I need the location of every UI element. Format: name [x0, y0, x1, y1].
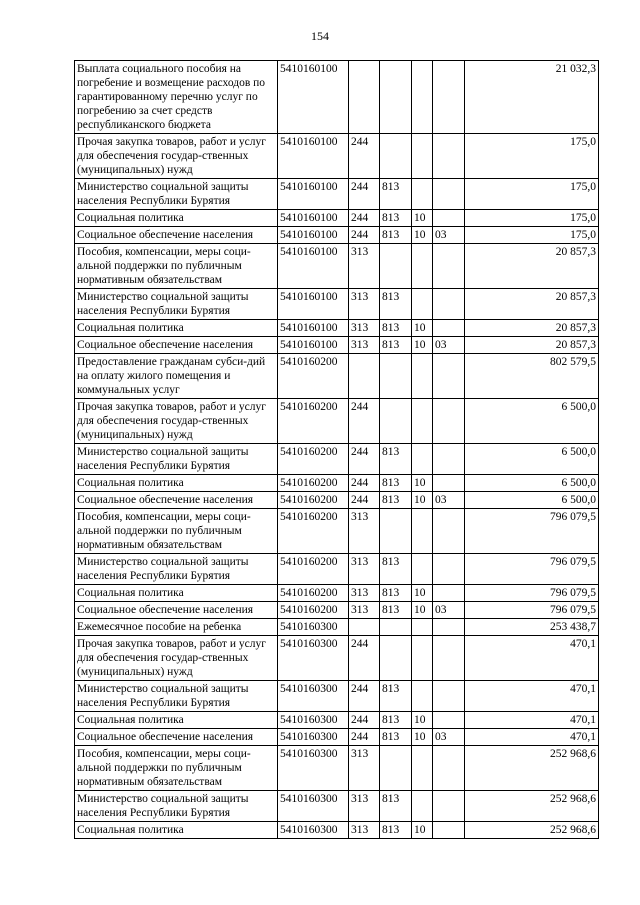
cell-code: 5410160200 [278, 509, 349, 554]
cell-code: 5410160100 [278, 210, 349, 227]
cell-section [412, 134, 433, 179]
cell-section [412, 746, 433, 791]
table-row [75, 244, 599, 289]
table-row [75, 399, 599, 444]
cell-admin-code: 813 [380, 227, 412, 244]
cell-code: 5410160300 [278, 729, 349, 746]
cell-section [412, 681, 433, 712]
cell-name: Прочая закупка товаров, работ и услуг для обеспечения государ-ственных (муниципальных) нужд [75, 636, 278, 681]
cell-expense-type [349, 61, 380, 134]
cell-admin-code [380, 509, 412, 554]
cell-code: 5410160100 [278, 337, 349, 354]
cell-code: 5410160100 [278, 244, 349, 289]
cell-amount: 175,0 [465, 210, 599, 227]
cell-admin-code: 813 [380, 444, 412, 475]
cell-subsection: 03 [433, 492, 465, 509]
cell-name: Социальная политика [75, 475, 278, 492]
cell-amount: 470,1 [465, 636, 599, 681]
cell-subsection [433, 210, 465, 227]
cell-admin-code: 813 [380, 712, 412, 729]
table-row [75, 712, 599, 729]
cell-amount: 253 438,7 [465, 619, 599, 636]
cell-expense-type: 313 [349, 320, 380, 337]
cell-expense-type: 313 [349, 602, 380, 619]
cell-subsection [433, 444, 465, 475]
cell-name: Социальная политика [75, 822, 278, 839]
cell-subsection [433, 320, 465, 337]
cell-section [412, 509, 433, 554]
table-row [75, 354, 599, 399]
table-row [75, 134, 599, 179]
cell-subsection [433, 179, 465, 210]
cell-admin-code [380, 746, 412, 791]
table-row [75, 492, 599, 509]
table-row [75, 729, 599, 746]
cell-section [412, 619, 433, 636]
cell-admin-code: 813 [380, 475, 412, 492]
table-row [75, 337, 599, 354]
cell-expense-type: 313 [349, 554, 380, 585]
cell-code: 5410160200 [278, 354, 349, 399]
table-row [75, 475, 599, 492]
cell-subsection: 03 [433, 337, 465, 354]
cell-subsection: 03 [433, 729, 465, 746]
cell-amount: 21 032,3 [465, 61, 599, 134]
cell-section [412, 554, 433, 585]
cell-amount: 6 500,0 [465, 475, 599, 492]
cell-code: 5410160300 [278, 746, 349, 791]
cell-admin-code: 813 [380, 681, 412, 712]
cell-amount: 252 968,6 [465, 791, 599, 822]
cell-section [412, 791, 433, 822]
cell-subsection [433, 509, 465, 554]
cell-name: Прочая закупка товаров, работ и услуг для обеспечения государ-ственных (муниципальных) нужд [75, 399, 278, 444]
cell-amount: 20 857,3 [465, 320, 599, 337]
cell-code: 5410160300 [278, 822, 349, 839]
cell-section: 10 [412, 585, 433, 602]
cell-section: 10 [412, 210, 433, 227]
cell-subsection [433, 822, 465, 839]
cell-section: 10 [412, 492, 433, 509]
table-row [75, 602, 599, 619]
cell-expense-type: 313 [349, 509, 380, 554]
cell-code: 5410160300 [278, 712, 349, 729]
cell-code: 5410160300 [278, 619, 349, 636]
cell-subsection [433, 244, 465, 289]
cell-name: Предоставление гражданам субси-дий на оплату жилого помещения и коммунальных услуг [75, 354, 278, 399]
cell-code: 5410160100 [278, 134, 349, 179]
cell-admin-code: 813 [380, 289, 412, 320]
cell-amount: 6 500,0 [465, 492, 599, 509]
cell-name: Пособия, компенсации, меры соци-альной поддержки по публичным нормативным обязательствам [75, 746, 278, 791]
cell-subsection [433, 712, 465, 729]
table-row [75, 61, 599, 134]
cell-admin-code: 813 [380, 554, 412, 585]
cell-code: 5410160300 [278, 636, 349, 681]
cell-name: Социальная политика [75, 210, 278, 227]
cell-amount: 252 968,6 [465, 822, 599, 839]
cell-expense-type: 313 [349, 337, 380, 354]
cell-subsection [433, 475, 465, 492]
cell-subsection [433, 636, 465, 681]
cell-name: Социальное обеспечение населения [75, 337, 278, 354]
cell-admin-code: 813 [380, 822, 412, 839]
cell-name: Социальное обеспечение населения [75, 729, 278, 746]
cell-code: 5410160300 [278, 681, 349, 712]
cell-name: Социальная политика [75, 320, 278, 337]
cell-expense-type: 244 [349, 636, 380, 681]
cell-expense-type: 244 [349, 681, 380, 712]
cell-admin-code [380, 619, 412, 636]
cell-name: Социальное обеспечение населения [75, 602, 278, 619]
cell-subsection: 03 [433, 227, 465, 244]
cell-expense-type: 313 [349, 289, 380, 320]
cell-admin-code: 813 [380, 337, 412, 354]
cell-subsection [433, 61, 465, 134]
cell-expense-type: 244 [349, 210, 380, 227]
cell-amount: 175,0 [465, 227, 599, 244]
cell-code: 5410160200 [278, 399, 349, 444]
cell-amount: 470,1 [465, 712, 599, 729]
table-row [75, 822, 599, 839]
cell-expense-type [349, 619, 380, 636]
cell-section [412, 444, 433, 475]
cell-section: 10 [412, 227, 433, 244]
cell-name: Министерство социальной защиты населения Республики Бурятия [75, 444, 278, 475]
cell-subsection [433, 399, 465, 444]
table-row [75, 746, 599, 791]
cell-amount: 470,1 [465, 681, 599, 712]
cell-amount: 20 857,3 [465, 244, 599, 289]
cell-amount: 175,0 [465, 134, 599, 179]
cell-expense-type: 244 [349, 179, 380, 210]
table-row [75, 444, 599, 475]
cell-section [412, 289, 433, 320]
cell-admin-code: 813 [380, 791, 412, 822]
cell-amount: 20 857,3 [465, 289, 599, 320]
table-row [75, 509, 599, 554]
cell-section: 10 [412, 822, 433, 839]
cell-amount: 796 079,5 [465, 509, 599, 554]
cell-name: Социальное обеспечение населения [75, 227, 278, 244]
cell-section: 10 [412, 729, 433, 746]
cell-subsection [433, 619, 465, 636]
cell-amount: 6 500,0 [465, 399, 599, 444]
cell-code: 5410160100 [278, 61, 349, 134]
table-row [75, 320, 599, 337]
cell-expense-type: 244 [349, 399, 380, 444]
cell-subsection: 03 [433, 602, 465, 619]
cell-expense-type: 244 [349, 729, 380, 746]
cell-code: 5410160200 [278, 492, 349, 509]
cell-admin-code [380, 61, 412, 134]
cell-admin-code: 813 [380, 179, 412, 210]
cell-section [412, 636, 433, 681]
cell-amount: 796 079,5 [465, 554, 599, 585]
table-row [75, 289, 599, 320]
cell-amount: 796 079,5 [465, 585, 599, 602]
cell-code: 5410160300 [278, 791, 349, 822]
cell-expense-type: 313 [349, 244, 380, 289]
table-row [75, 681, 599, 712]
cell-section: 10 [412, 320, 433, 337]
cell-code: 5410160100 [278, 320, 349, 337]
cell-code: 5410160100 [278, 289, 349, 320]
table-row [75, 585, 599, 602]
cell-expense-type: 313 [349, 791, 380, 822]
cell-code: 5410160200 [278, 444, 349, 475]
cell-admin-code: 813 [380, 492, 412, 509]
cell-section [412, 354, 433, 399]
cell-name: Министерство социальной защиты населения Республики Бурятия [75, 179, 278, 210]
cell-expense-type: 244 [349, 712, 380, 729]
cell-expense-type [349, 354, 380, 399]
cell-code: 5410160200 [278, 602, 349, 619]
cell-name: Министерство социальной защиты населения Республики Бурятия [75, 554, 278, 585]
table-row [75, 791, 599, 822]
cell-admin-code [380, 244, 412, 289]
cell-expense-type: 313 [349, 822, 380, 839]
cell-code: 5410160200 [278, 554, 349, 585]
cell-section: 10 [412, 712, 433, 729]
cell-name: Пособия, компенсации, меры соци-альной поддержки по публичным нормативным обязательствам [75, 509, 278, 554]
cell-code: 5410160200 [278, 475, 349, 492]
cell-expense-type: 244 [349, 134, 380, 179]
cell-subsection [433, 289, 465, 320]
cell-amount: 175,0 [465, 179, 599, 210]
cell-amount: 802 579,5 [465, 354, 599, 399]
cell-subsection [433, 134, 465, 179]
cell-name: Пособия, компенсации, меры соци-альной поддержки по публичным нормативным обязательствам [75, 244, 278, 289]
cell-subsection [433, 554, 465, 585]
cell-amount: 252 968,6 [465, 746, 599, 791]
cell-name: Выплата социального пособия на погребение и возмещение расходов по гарантированному перечню услуг по погребению за счет средств республиканского бюджета [75, 61, 278, 134]
cell-section [412, 179, 433, 210]
table-row [75, 554, 599, 585]
cell-section: 10 [412, 337, 433, 354]
cell-subsection [433, 791, 465, 822]
cell-expense-type: 244 [349, 227, 380, 244]
cell-name: Министерство социальной защиты населения Республики Бурятия [75, 681, 278, 712]
cell-admin-code: 813 [380, 729, 412, 746]
table-row [75, 636, 599, 681]
budget-table [74, 60, 599, 839]
table-row [75, 179, 599, 210]
cell-code: 5410160100 [278, 227, 349, 244]
cell-name: Министерство социальной защиты населения Республики Бурятия [75, 289, 278, 320]
cell-amount: 470,1 [465, 729, 599, 746]
cell-name: Министерство социальной защиты населения Республики Бурятия [75, 791, 278, 822]
cell-section: 10 [412, 602, 433, 619]
cell-section: 10 [412, 475, 433, 492]
cell-subsection [433, 585, 465, 602]
cell-subsection [433, 354, 465, 399]
cell-expense-type: 244 [349, 444, 380, 475]
cell-admin-code: 813 [380, 585, 412, 602]
cell-amount: 6 500,0 [465, 444, 599, 475]
cell-admin-code [380, 399, 412, 444]
page-number: 154 [311, 29, 329, 43]
cell-section [412, 244, 433, 289]
cell-section [412, 399, 433, 444]
cell-subsection [433, 681, 465, 712]
cell-admin-code: 813 [380, 320, 412, 337]
cell-expense-type: 313 [349, 585, 380, 602]
table-row [75, 210, 599, 227]
cell-subsection [433, 746, 465, 791]
cell-expense-type: 313 [349, 746, 380, 791]
table-row [75, 619, 599, 636]
cell-admin-code: 813 [380, 602, 412, 619]
cell-name: Социальная политика [75, 585, 278, 602]
cell-admin-code [380, 354, 412, 399]
cell-amount: 20 857,3 [465, 337, 599, 354]
cell-code: 5410160200 [278, 585, 349, 602]
cell-name: Прочая закупка товаров, работ и услуг для обеспечения государ-ственных (муниципальных) нужд [75, 134, 278, 179]
cell-admin-code [380, 636, 412, 681]
table-row [75, 227, 599, 244]
cell-section [412, 61, 433, 134]
cell-code: 5410160100 [278, 179, 349, 210]
cell-admin-code [380, 134, 412, 179]
cell-name: Социальное обеспечение населения [75, 492, 278, 509]
cell-name: Ежемесячное пособие на ребенка [75, 619, 278, 636]
cell-expense-type: 244 [349, 492, 380, 509]
cell-name: Социальная политика [75, 712, 278, 729]
cell-amount: 796 079,5 [465, 602, 599, 619]
cell-admin-code: 813 [380, 210, 412, 227]
cell-expense-type: 244 [349, 475, 380, 492]
